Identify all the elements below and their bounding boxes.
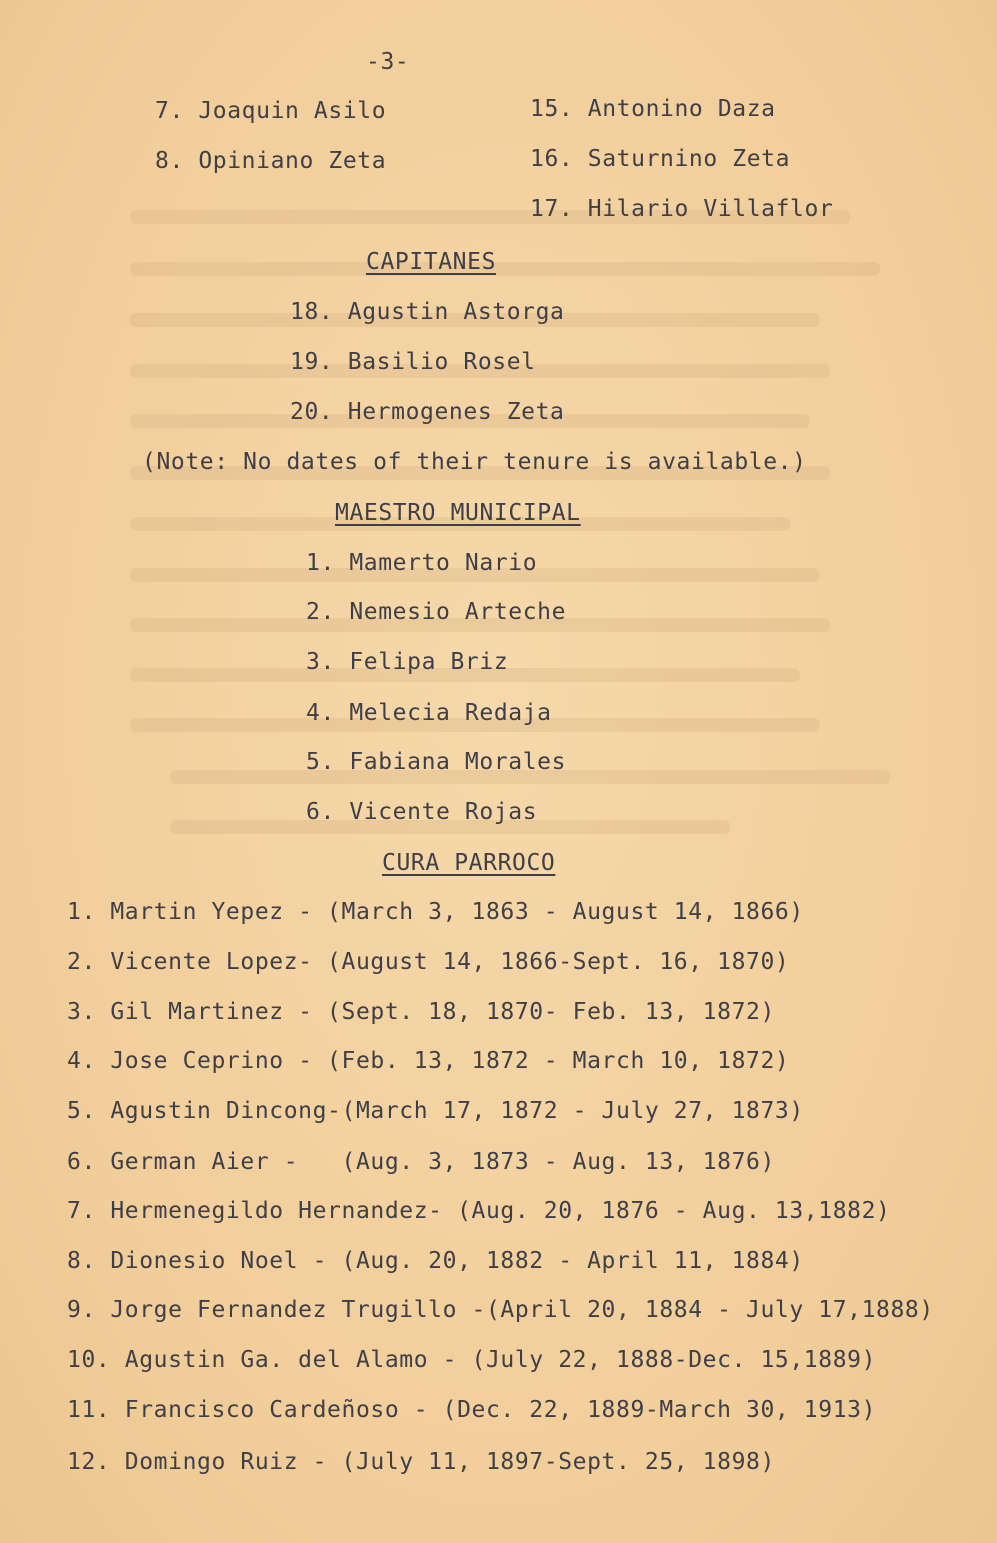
list-item: 4. Melecia Redaja	[306, 700, 552, 726]
list-item: 16. Saturnino Zeta	[530, 146, 791, 172]
tenure-note: (Note: No dates of their tenure is available.)	[142, 449, 807, 475]
list-item: 1. Martin Yepez - (March 3, 1863 - August 14, 1866)	[67, 899, 804, 925]
capitanes-heading: CAPITANES	[366, 249, 497, 275]
list-item: 19. Basilio Rosel	[290, 349, 536, 375]
list-item: 2. Vicente Lopez- (August 14, 1866-Sept. 16, 1870)	[67, 949, 790, 975]
list-item: 12. Domingo Ruiz - (July 11, 1897-Sept. 25, 1898)	[67, 1449, 775, 1475]
list-item: 5. Fabiana Morales	[306, 749, 567, 775]
list-item: 15. Antonino Daza	[530, 96, 776, 122]
list-item: 8. Opiniano Zeta	[155, 148, 387, 174]
list-item: 4. Jose Ceprino - (Feb. 13, 1872 - March 10, 1872)	[67, 1048, 790, 1074]
list-item: 8. Dionesio Noel - (Aug. 20, 1882 - April 11, 1884)	[67, 1248, 804, 1274]
list-item: 7. Hermenegildo Hernandez- (Aug. 20, 1876 - Aug. 13,1882)	[67, 1198, 891, 1224]
list-item: 18. Agustin Astorga	[290, 299, 565, 325]
list-item: 6. German Aier - (Aug. 3, 1873 - Aug. 13, 1876)	[67, 1149, 775, 1175]
list-item: 1. Mamerto Nario	[306, 550, 538, 576]
list-item: 6. Vicente Rojas	[306, 799, 538, 825]
page-number: -3-	[366, 49, 410, 75]
list-item: 9. Jorge Fernandez Trugillo -(April 20, 1884 - July 17,1888)	[67, 1297, 934, 1323]
maestro-municipal-heading: MAESTRO MUNICIPAL	[335, 500, 581, 526]
list-item: 11. Francisco Cardeñoso - (Dec. 22, 1889-March 30, 1913)	[67, 1397, 877, 1423]
cura-parroco-heading: CURA PARROCO	[382, 850, 556, 876]
list-item: 2. Nemesio Arteche	[306, 599, 567, 625]
list-item: 3. Felipa Briz	[306, 649, 509, 675]
list-item: 3. Gil Martinez - (Sept. 18, 1870- Feb. 13, 1872)	[67, 999, 775, 1025]
list-item: 10. Agustin Ga. del Alamo - (July 22, 1888-Dec. 15,1889)	[67, 1347, 877, 1373]
list-item: 7. Joaquin Asilo	[155, 98, 387, 124]
list-item: 20. Hermogenes Zeta	[290, 399, 565, 425]
list-item: 17. Hilario Villaflor	[530, 196, 834, 222]
list-item: 5. Agustin Dincong-(March 17, 1872 - July 27, 1873)	[67, 1098, 804, 1124]
